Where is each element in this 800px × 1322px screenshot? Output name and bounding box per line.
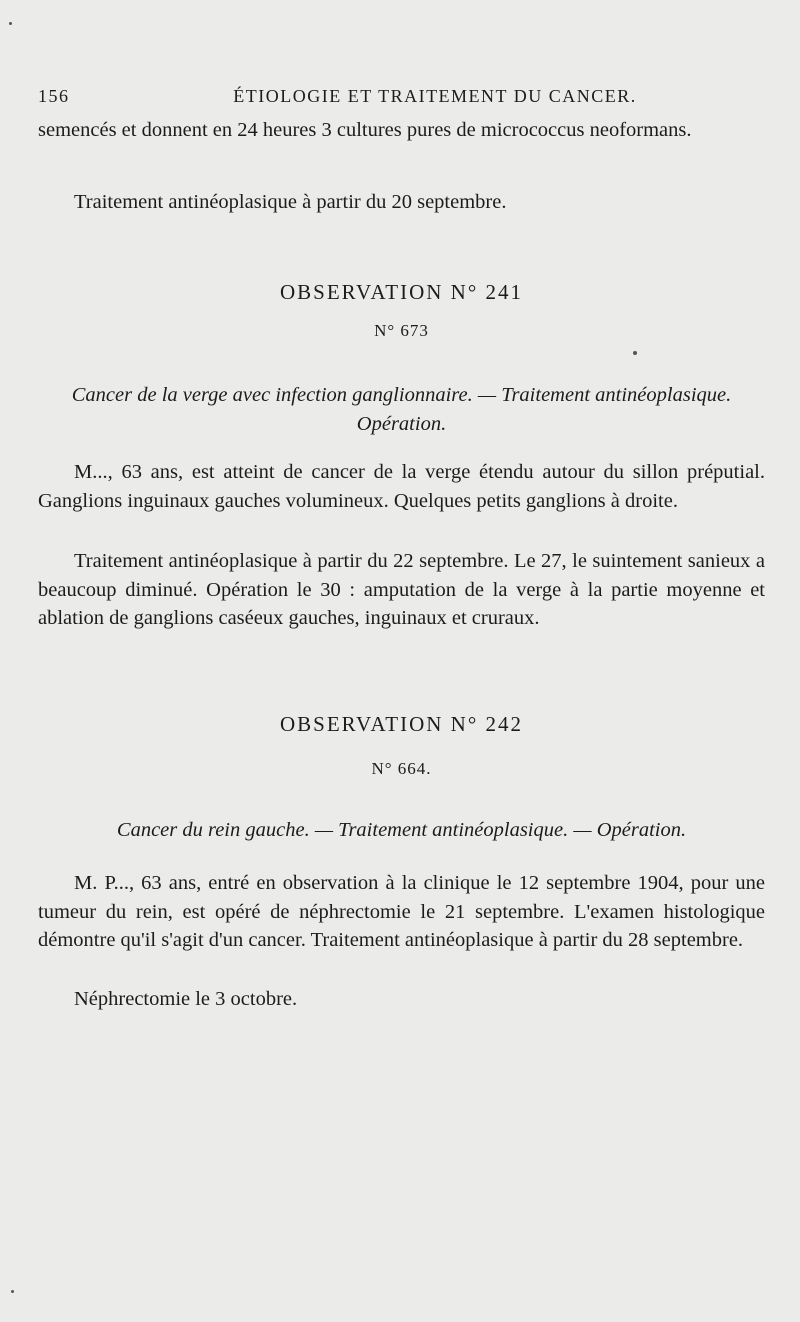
observation-242-number: N° 664. bbox=[371, 759, 432, 778]
observation-242-title: OBSERVATION N° 242 bbox=[279, 712, 524, 736]
observation-242-subtitle: Cancer du rein gauche. — Traitement antinéoplasique. — Opération. bbox=[116, 819, 687, 841]
running-title: ÉTIOLOGIE ET TRAITEMENT DU CANCER. bbox=[233, 86, 637, 106]
paper-speck bbox=[11, 1290, 14, 1293]
observation-241-paragraph-1: M..., 63 ans, est atteint de cancer de la verge étendu autour du sillon préputial. Ganglions inguinaux gauches volumineux. Quelques petits ganglions à droite. bbox=[38, 461, 765, 512]
observation-241-paragraph-2: Traitement antinéoplasique à partir du 22 septembre. Le 27, le suintement sanieux a beaucoup diminué. Opération le 30 : amputation de la verge à la partie moyenne et ablation de ganglions caséeux gauches, inguinaux et cruraux. bbox=[38, 550, 765, 630]
observation-241-subtitle-line-2: Opération. bbox=[356, 413, 447, 435]
page-number: 156 bbox=[38, 86, 70, 106]
treatment-paragraph: Traitement antinéoplasique à partir du 20 septembre. bbox=[74, 191, 507, 213]
observation-241-subtitle bbox=[38, 381, 765, 439]
observation-242-paragraph-2: Néphrectomie le 3 octobre. bbox=[74, 988, 298, 1010]
paper-speck bbox=[633, 351, 637, 355]
observation-241-number: N° 673 bbox=[374, 321, 429, 340]
running-header bbox=[38, 86, 762, 114]
observation-242-paragraph-1: M. P..., 63 ans, entré en observation à la clinique le 12 septembre 1904, pour une tumeur du rein, est opéré de néphrectomie le 21 septembre. L'examen histologique démontre qu'il s'agit d'un cancer. Traitement antinéoplasique à partir du 28 septembre. bbox=[38, 872, 765, 952]
paper-speck bbox=[9, 22, 12, 25]
observation-241-title: OBSERVATION N° 241 bbox=[279, 280, 524, 304]
continued-paragraph: semencés et donnent en 24 heures 3 cultures pures de micrococcus neoformans. bbox=[38, 119, 692, 141]
observation-241-subtitle-line-1: Cancer de la verge avec infection ganglionnaire. — Traitement antinéoplasique. bbox=[71, 384, 732, 406]
